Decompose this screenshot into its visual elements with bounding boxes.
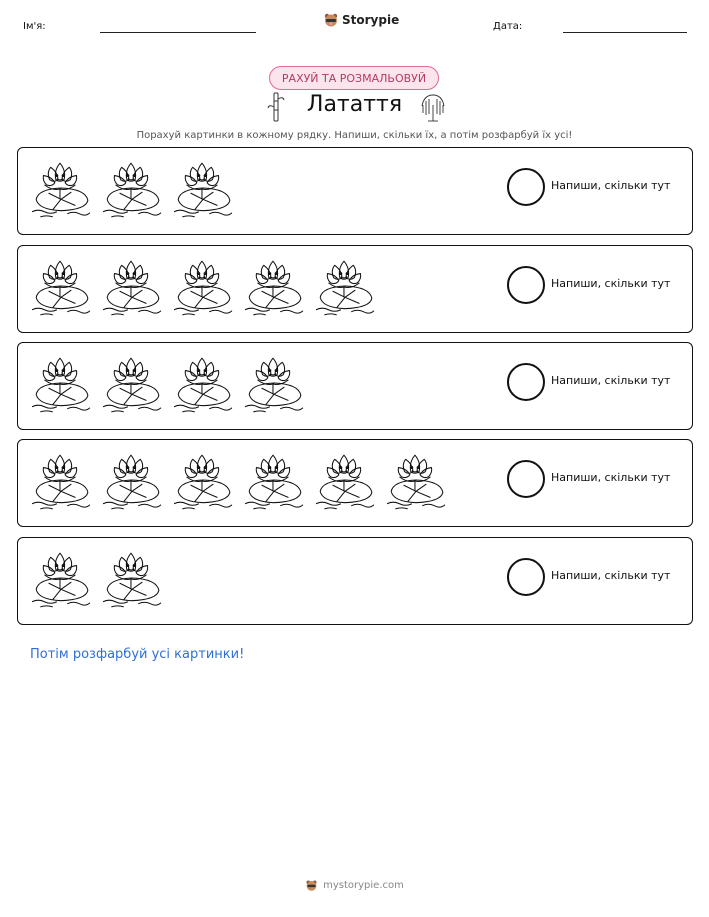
- worksheet-badge: [269, 66, 439, 90]
- water-lily-icon[interactable]: [314, 450, 376, 512]
- water-lily-icon[interactable]: [30, 158, 92, 220]
- worksheet-header: [0, 0, 709, 50]
- water-lily-icon[interactable]: [243, 256, 305, 318]
- counting-row: [17, 537, 693, 625]
- water-lily-icon[interactable]: [243, 353, 305, 415]
- water-lily-icon[interactable]: [172, 158, 234, 220]
- water-lily-icon[interactable]: [30, 353, 92, 415]
- footer-note: Потім розфарбуй усі картинки!: [30, 647, 245, 662]
- counting-row: [17, 147, 693, 235]
- answer-circle[interactable]: [507, 460, 545, 498]
- water-lily-icon[interactable]: [101, 548, 163, 610]
- answer-circle[interactable]: [507, 266, 545, 304]
- footer: [0, 879, 709, 892]
- answer-label: Напиши, скільки тут: [551, 277, 671, 290]
- water-lily-icon[interactable]: [101, 353, 163, 415]
- storypie-bear-logo-icon: [323, 12, 339, 28]
- water-lily-icon[interactable]: [172, 353, 234, 415]
- date-line[interactable]: [563, 32, 687, 33]
- water-lily-icon[interactable]: [385, 450, 447, 512]
- name-label: Ім'я:: [23, 21, 46, 32]
- answer-circle[interactable]: [507, 363, 545, 401]
- answer-label: Напиши, скільки тут: [551, 569, 671, 582]
- date-label: Дата:: [493, 21, 523, 32]
- name-line[interactable]: [100, 32, 256, 33]
- footer-url[interactable]: mystorypie.com: [323, 880, 404, 891]
- water-lily-icon[interactable]: [172, 450, 234, 512]
- water-lily-icon[interactable]: [101, 256, 163, 318]
- answer-circle[interactable]: [507, 558, 545, 596]
- answer-label: Напиши, скільки тут: [551, 179, 671, 192]
- water-lily-icon[interactable]: [243, 450, 305, 512]
- water-lily-icon[interactable]: [314, 256, 376, 318]
- brand-logo: [323, 12, 399, 28]
- storypie-footer-logo-icon: [305, 879, 318, 892]
- counting-row: [17, 245, 693, 333]
- water-lily-icon[interactable]: [172, 256, 234, 318]
- water-lily-icon[interactable]: [101, 158, 163, 220]
- counting-row: [17, 439, 693, 527]
- water-lily-icon[interactable]: [30, 548, 92, 610]
- counting-row: [17, 342, 693, 430]
- water-lily-icon[interactable]: [101, 450, 163, 512]
- water-lily-icon[interactable]: [30, 256, 92, 318]
- instructions: Порахуй картинки в кожному рядку. Напиши, скільки їх, а потім розфарбуй їх усі!: [136, 130, 573, 141]
- water-lily-icon[interactable]: [30, 450, 92, 512]
- answer-circle[interactable]: [507, 168, 545, 206]
- answer-label: Напиши, скільки тут: [551, 471, 671, 484]
- willow-tree-icon: [418, 91, 448, 123]
- page-title: Латаття: [306, 92, 403, 117]
- brand-name: Storypie: [342, 13, 400, 27]
- answer-label: Напиши, скільки тут: [551, 374, 671, 387]
- worksheet-badge-text: РАХУЙ ТА РОЗМАЛЬОВУЙ: [281, 71, 427, 85]
